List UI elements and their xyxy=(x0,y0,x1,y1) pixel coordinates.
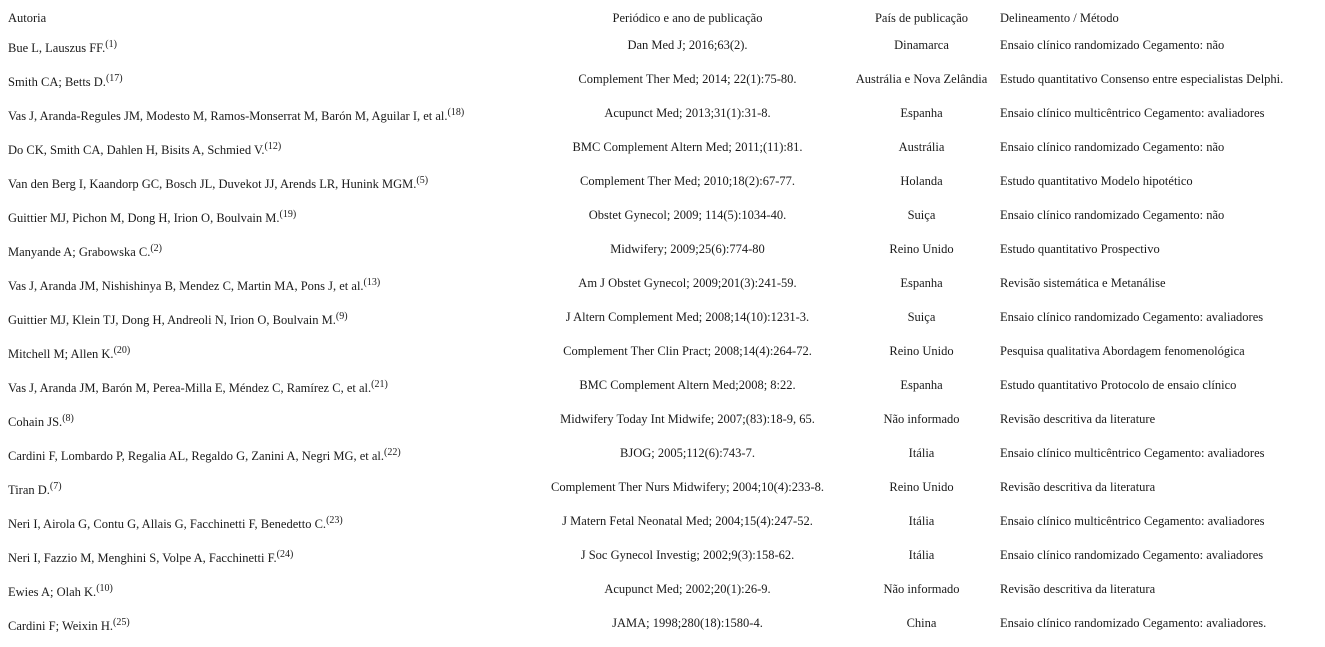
authors-text: Vas J, Aranda-Regules JM, Modesto M, Ramos-Monserrat M, Barón M, Aguilar I, et al. xyxy=(8,109,448,123)
reference-number: (23) xyxy=(326,515,343,526)
design-cell: Revisão descritiva da literatura xyxy=(1000,480,1156,494)
authors-text: Vas J, Aranda JM, Barón M, Perea-Milla E, Méndez C, Ramírez C, et al. xyxy=(8,381,372,395)
design-cell: Ensaio clínico multicêntrico Cegamento: avaliadores xyxy=(1000,446,1265,460)
reference-number: (20) xyxy=(113,345,131,356)
country-cell: Não informado xyxy=(883,582,960,596)
table-row xyxy=(0,612,1325,646)
authors-text: Guittier MJ, Klein TJ, Dong H, Andreoli N, Irion O, Boulvain M. xyxy=(8,313,336,327)
authors-text: Cohain JS. xyxy=(8,415,63,429)
design-cell: Estudo quantitativo Consenso entre especialistas Delphi. xyxy=(1000,72,1284,86)
reference-number: (1) xyxy=(105,39,117,50)
journal-cell: BJOG; 2005;112(6):743-7. xyxy=(620,446,755,460)
journal-cell: Complement Ther Med; 2014; 22(1):75-80. xyxy=(578,72,797,86)
country-cell: Suiça xyxy=(907,208,936,222)
authors-text: Cardini F; Weixin H. xyxy=(8,619,114,633)
authors-text: Guittier MJ, Pichon M, Dong H, Irion O, Boulvain M. xyxy=(8,211,280,225)
authors-text: Neri I, Fazzio M, Menghini S, Volpe A, Facchinetti F. xyxy=(8,551,277,565)
authors-cell xyxy=(0,578,532,600)
authors-cell xyxy=(0,374,532,396)
journal-cell: Complement Ther Med; 2010;18(2):67-77. xyxy=(579,174,795,188)
country-cell: Reino Unido xyxy=(889,242,954,256)
table-row xyxy=(0,476,1325,510)
design-cell: Ensaio clínico multicêntrico Cegamento: avaliadores xyxy=(1000,106,1265,120)
reference-number: (18) xyxy=(447,107,465,118)
journal-cell: BMC Complement Altern Med;2008; 8:22. xyxy=(579,378,796,392)
reference-number: (19) xyxy=(279,209,297,220)
design-cell: Revisão sistemática e Metanálise xyxy=(1000,276,1166,290)
authors-cell xyxy=(0,34,532,56)
reference-number: (5) xyxy=(416,175,429,186)
design-cell: Revisão descritiva da literatura xyxy=(1000,582,1156,596)
country-cell: Holanda xyxy=(900,174,943,188)
country-cell: Itália xyxy=(908,514,935,528)
authors-text: Neri I, Airola G, Contu G, Allais G, Facchinetti F, Benedetto C. xyxy=(8,517,327,531)
journal-cell: J Matern Fetal Neonatal Med; 2004;15(4):247-52. xyxy=(562,514,813,528)
authors-cell xyxy=(0,102,532,124)
design-cell: Estudo quantitativo Modelo hipotético xyxy=(1000,174,1193,188)
authors-cell xyxy=(0,204,532,226)
design-cell: Ensaio clínico randomizado Cegamento: avaliadores. xyxy=(1000,616,1267,630)
design-cell: Ensaio clínico multicêntrico Cegamento: avaliadores xyxy=(1000,514,1265,528)
table-row xyxy=(0,510,1325,544)
country-cell: Itália xyxy=(908,548,935,562)
authors-cell xyxy=(0,170,532,192)
journal-cell: Midwifery; 2009;25(6):774-80 xyxy=(610,242,765,256)
reference-number: (12) xyxy=(264,141,282,152)
journal-cell: Complement Ther Clin Pract; 2008;14(4):264-72. xyxy=(563,344,812,358)
authors-cell xyxy=(0,136,532,158)
design-cell: Ensaio clínico randomizado Cegamento: não xyxy=(1000,140,1225,154)
authors-cell xyxy=(0,510,532,532)
header-journal: Periódico e ano de publicação xyxy=(612,11,763,25)
table-row xyxy=(0,34,1325,68)
journal-cell: Dan Med J; 2016;63(2). xyxy=(627,38,748,52)
journal-cell: Midwifery Today Int Midwife; 2007;(83):18-9, 65. xyxy=(560,412,815,426)
journal-cell: BMC Complement Altern Med; 2011;(11):81. xyxy=(572,140,803,154)
authors-text: Smith CA; Betts D. xyxy=(8,75,106,89)
reference-number: (24) xyxy=(276,549,294,560)
authors-cell xyxy=(0,340,532,362)
table-row xyxy=(0,204,1325,238)
reference-number: (8) xyxy=(62,413,74,424)
country-cell: Suiça xyxy=(907,310,936,324)
reference-number: (2) xyxy=(150,243,163,254)
table-row xyxy=(0,442,1325,476)
table-row xyxy=(0,136,1325,170)
journal-cell: Acupunct Med; 2002;20(1):26-9. xyxy=(604,582,771,596)
authors-text: Cardini F, Lombardo P, Regalia AL, Regaldo G, Zanini A, Negri MG, et al. xyxy=(8,449,385,463)
reference-number: (22) xyxy=(384,447,401,458)
authors-text: Manyande A; Grabowska C. xyxy=(8,245,151,259)
country-cell: Reino Unido xyxy=(889,344,954,358)
design-cell: Revisão descritiva da literature xyxy=(1000,412,1156,426)
table-row xyxy=(0,170,1325,204)
authors-cell xyxy=(0,442,532,464)
authors-text: Van den Berg I, Kaandorp GC, Bosch JL, Duvekot JJ, Arends LR, Hunink MGM. xyxy=(8,177,417,191)
country-cell: Espanha xyxy=(900,378,943,392)
authors-text: Tiran D. xyxy=(8,483,50,497)
reference-number: (21) xyxy=(371,379,388,390)
authors-cell xyxy=(0,612,532,634)
journal-cell: JAMA; 1998;280(18):1580-4. xyxy=(612,616,763,630)
design-cell: Ensaio clínico randomizado Cegamento: não xyxy=(1000,38,1225,52)
journal-cell: Acupunct Med; 2013;31(1):31-8. xyxy=(604,106,771,120)
table-row xyxy=(0,374,1325,408)
country-cell: Austrália xyxy=(898,140,945,154)
journal-cell: J Altern Complement Med; 2008;14(10):1231-3. xyxy=(565,310,810,324)
design-cell: Estudo quantitativo Protocolo de ensaio clínico xyxy=(1000,378,1237,392)
design-cell: Pesquisa qualitativa Abordagem fenomenológica xyxy=(1000,344,1245,358)
authors-text: Vas J, Aranda JM, Nishishinya B, Mendez C, Martin MA, Pons J, et al. xyxy=(8,279,364,293)
authors-cell xyxy=(0,272,532,294)
authors-text: Ewies A; Olah K. xyxy=(8,585,97,599)
authors-cell xyxy=(0,544,532,566)
authors-text: Mitchell M; Allen K. xyxy=(8,347,114,361)
reference-number: (13) xyxy=(363,277,381,288)
header-authorship: Autoria xyxy=(8,11,47,25)
authors-cell xyxy=(0,306,532,328)
journal-cell: J Soc Gynecol Investig; 2002;9(3):158-62. xyxy=(580,548,795,562)
journal-cell: Complement Ther Nurs Midwifery; 2004;10(4):233-8. xyxy=(551,480,824,494)
reference-number: (7) xyxy=(49,481,62,492)
table-row xyxy=(0,578,1325,612)
reference-number: (9) xyxy=(335,311,348,322)
design-cell: Estudo quantitativo Prospectivo xyxy=(1000,242,1160,256)
table-row xyxy=(0,102,1325,136)
table-row xyxy=(0,238,1325,272)
journal-cell: Am J Obstet Gynecol; 2009;201(3):241-59. xyxy=(578,276,797,290)
authors-cell xyxy=(0,238,532,260)
country-cell: Reino Unido xyxy=(889,480,954,494)
header-country: País de publicação xyxy=(874,11,969,25)
design-cell: Ensaio clínico randomizado Cegamento: não xyxy=(1000,208,1225,222)
table-row xyxy=(0,68,1325,102)
table-row xyxy=(0,340,1325,374)
design-cell: Ensaio clínico randomizado Cegamento: avaliadores xyxy=(1000,310,1264,324)
header-design: Delineamento / Método xyxy=(1000,11,1119,25)
reference-number: (10) xyxy=(96,583,113,594)
country-cell: Austrália e Nova Zelândia xyxy=(855,72,988,86)
authors-cell xyxy=(0,476,532,498)
design-cell: Ensaio clínico randomizado Cegamento: avaliadores xyxy=(1000,548,1264,562)
reference-number: (25) xyxy=(113,617,130,628)
authors-text: Bue L, Lauszus FF. xyxy=(8,41,106,55)
country-cell: Não informado xyxy=(883,412,960,426)
table-row xyxy=(0,306,1325,340)
authors-cell xyxy=(0,68,532,90)
country-cell: Itália xyxy=(908,446,935,460)
journal-cell: Obstet Gynecol; 2009; 114(5):1034-40. xyxy=(588,208,787,222)
country-cell: China xyxy=(906,616,937,630)
authors-cell xyxy=(0,408,532,430)
country-cell: Espanha xyxy=(900,106,943,120)
reference-number: (17) xyxy=(105,73,123,84)
table-header-row xyxy=(0,0,1325,34)
table-row xyxy=(0,408,1325,442)
authors-text: Do CK, Smith CA, Dahlen H, Bisits A, Schmied V. xyxy=(8,143,265,157)
country-cell: Dinamarca xyxy=(894,38,949,52)
table-row xyxy=(0,272,1325,306)
table-row xyxy=(0,544,1325,578)
country-cell: Espanha xyxy=(900,276,943,290)
